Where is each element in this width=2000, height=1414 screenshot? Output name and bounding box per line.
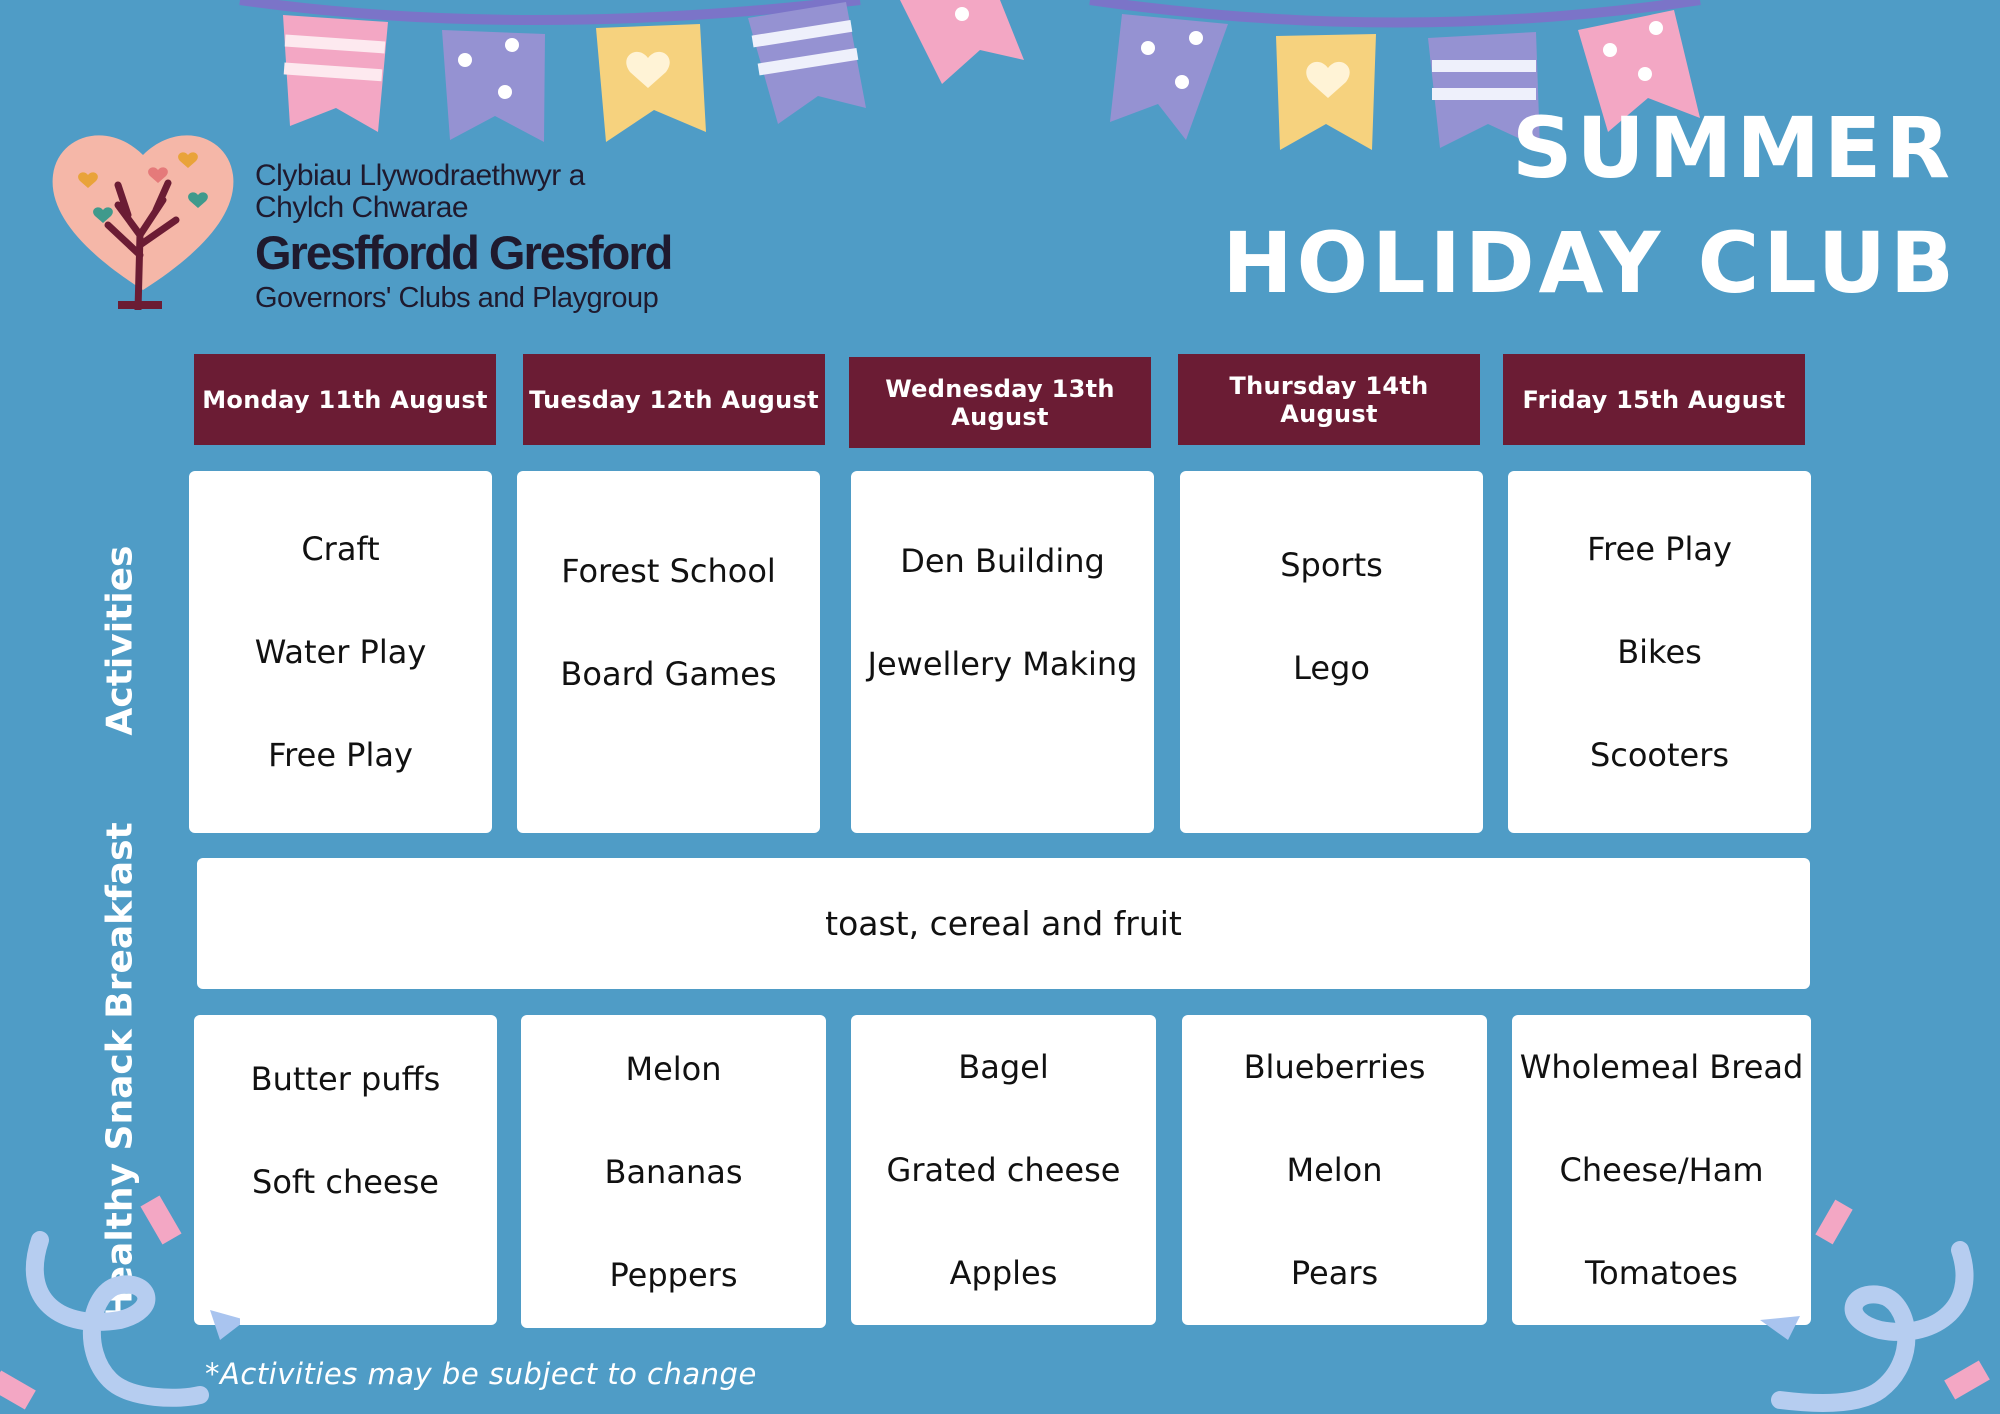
- activity-card-monday: [189, 471, 492, 833]
- snack-item: Cheese/Ham: [1559, 1151, 1764, 1189]
- flag-pink-striped: [283, 15, 388, 132]
- activity-item: Free Play: [268, 736, 413, 774]
- flag-purple-dotted-2: [1110, 14, 1228, 140]
- day-header-monday: Monday 11th August: [194, 354, 496, 445]
- flag-purple-striped: [748, 2, 866, 124]
- heart-tree-logo-icon: [48, 115, 238, 310]
- snack-item: Tomatoes: [1585, 1254, 1738, 1292]
- activity-item: Scooters: [1589, 736, 1730, 774]
- activity-item: Water Play: [254, 633, 427, 671]
- activity-item: Forest School: [561, 551, 776, 590]
- footer-note: *Activities may be subject to change: [205, 1357, 757, 1391]
- snack-item: Peppers: [609, 1255, 738, 1294]
- snack-card-tuesday: [521, 1015, 826, 1328]
- confetti-left-icon: [0, 1180, 240, 1414]
- activity-card-tuesday: [517, 471, 820, 833]
- row-label-activities: Activities: [99, 545, 141, 736]
- snack-item: Wholemeal Bread: [1519, 1048, 1804, 1086]
- activity-card-friday: [1508, 471, 1811, 833]
- activity-card-wednesday: [851, 471, 1154, 833]
- flag-yellow-heart: [596, 24, 706, 142]
- activity-item: Board Games: [560, 654, 777, 693]
- day-header-thursday: Thursday 14th August: [1178, 354, 1480, 445]
- activity-item: Sports: [1280, 545, 1383, 584]
- snack-item: Grated cheese: [886, 1151, 1121, 1189]
- title-line-1: SUMMER: [1512, 99, 1954, 197]
- breakfast-card: toast, cereal and fruit: [197, 858, 1810, 989]
- day-header-friday: Friday 15th August: [1503, 354, 1805, 445]
- snack-item: Soft cheese: [252, 1162, 439, 1201]
- logo-line-1: Clybiau Llywodraethwyr a: [255, 159, 585, 192]
- snack-card-wednesday: [851, 1015, 1156, 1325]
- snack-card-thursday: [1182, 1015, 1487, 1325]
- confetti-right-icon: [1760, 1190, 2000, 1414]
- activity-card-thursday: [1180, 471, 1483, 833]
- row-label-healthy-snack: Healthy Snack: [99, 1029, 141, 1321]
- snack-item: Melon: [1286, 1151, 1383, 1189]
- snack-item: Pears: [1290, 1254, 1379, 1292]
- logo-text: [255, 160, 735, 314]
- flag-pink-dotted: [900, 0, 1024, 84]
- title-line-2: HOLIDAY CLUB: [1222, 214, 1958, 312]
- snack-item: Blueberries: [1243, 1048, 1426, 1086]
- snack-item: Bananas: [604, 1152, 743, 1191]
- logo-subtitle: Governors' Clubs and Playgroup: [255, 282, 659, 314]
- activity-item: Lego: [1293, 648, 1370, 687]
- flag-purple-dotted: [442, 30, 545, 142]
- logo-line-2: Chylch Chwarae: [255, 191, 469, 224]
- activity-item: Jewellery Making: [867, 644, 1138, 683]
- activity-item: Bikes: [1617, 633, 1702, 671]
- snack-item: Bagel: [958, 1048, 1049, 1086]
- logo-name: Gresffordd Gresford: [255, 226, 672, 279]
- snack-item: Apples: [949, 1254, 1058, 1292]
- snack-item: Butter puffs: [250, 1059, 441, 1098]
- activity-item: Craft: [301, 530, 380, 568]
- day-header-tuesday: Tuesday 12th August: [523, 354, 825, 445]
- row-label-breakfast: Breakfast: [99, 822, 141, 1019]
- page-title: [1222, 98, 1958, 328]
- snack-item: Melon: [625, 1049, 722, 1088]
- activity-item: Den Building: [900, 541, 1105, 580]
- day-header-wednesday: Wednesday 13th August: [849, 357, 1151, 448]
- activity-item: Free Play: [1587, 530, 1732, 568]
